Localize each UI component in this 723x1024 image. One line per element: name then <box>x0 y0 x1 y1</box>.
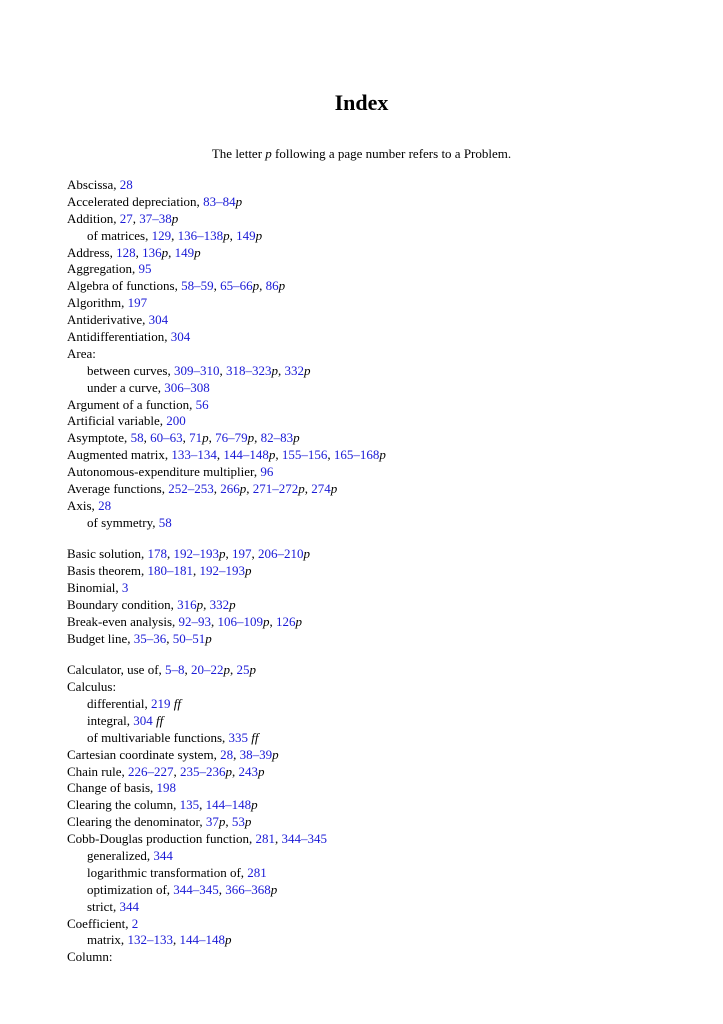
page-separator: , <box>254 430 261 446</box>
page-reference-link[interactable]: 96 <box>260 464 274 480</box>
page-reference-link[interactable]: 318–323 <box>226 362 272 378</box>
index-term: Accelerated depreciation, <box>67 193 204 209</box>
index-entry <box>67 413 707 430</box>
page-suffix: p <box>249 662 257 678</box>
page-suffix: p <box>194 244 201 260</box>
page-reference-link[interactable]: 92–93 <box>178 613 212 629</box>
index-entry <box>67 447 707 464</box>
page-reference-link[interactable]: 198 <box>156 780 177 796</box>
index-subentry <box>67 899 707 916</box>
index-entry <box>67 662 707 679</box>
index-term: Break-even analysis, <box>67 613 179 629</box>
page-suffix: p <box>229 596 236 612</box>
note-text-after: following a page number refers to a Problem. <box>271 146 512 161</box>
index-entry <box>67 329 707 346</box>
page-reference-link[interactable]: 86 <box>265 278 279 294</box>
index-term: Calculator, use of, <box>67 662 166 678</box>
page-suffix: p <box>205 630 212 646</box>
index-term: of matrices, <box>87 227 152 243</box>
page-reference-link[interactable]: 82–83 <box>260 430 294 446</box>
page-separator: , <box>216 447 224 463</box>
page-reference-link[interactable]: 149 <box>174 244 195 260</box>
index-term: Autonomous-expenditure multiplier, <box>67 464 261 480</box>
page-reference-link[interactable]: 316 <box>177 596 197 612</box>
page-separator: , <box>230 662 237 678</box>
index-entry <box>67 597 707 614</box>
page-reference-link[interactable]: 144–148 <box>205 797 252 813</box>
page-reference-link[interactable]: 219 <box>151 696 171 712</box>
index-term: Boundary condition, <box>67 596 178 612</box>
page-reference-link[interactable]: 200 <box>166 413 186 429</box>
page-reference-link[interactable]: 344–345 <box>173 881 219 897</box>
index-entry <box>67 430 707 447</box>
page-reference-link[interactable]: 344–345 <box>281 831 327 847</box>
page-suffix: p <box>196 596 204 612</box>
page-reference-link[interactable]: 53 <box>231 814 245 830</box>
page-reference-link[interactable]: 332 <box>209 596 230 612</box>
index-entry <box>67 631 707 648</box>
page-suffix: p <box>379 447 386 463</box>
page-reference-link[interactable]: 304 <box>133 712 153 728</box>
index-term: Antiderivative, <box>67 312 149 328</box>
page-reference-link[interactable]: 266 <box>220 481 240 497</box>
page-reference-link[interactable]: 192–193 <box>199 563 246 579</box>
index-subentry <box>67 848 707 865</box>
page-separator: , <box>173 763 181 779</box>
page-reference-link[interactable]: 95 <box>138 261 152 277</box>
page-suffix: p <box>251 797 258 813</box>
index-term: integral, <box>87 712 134 728</box>
index-term: under a curve, <box>87 379 165 395</box>
page-suffix: p <box>304 362 311 378</box>
page-reference-link[interactable]: 206–210 <box>258 546 304 562</box>
page-suffix: p <box>293 430 300 446</box>
index-term: Calculus: <box>67 679 117 695</box>
page-separator: , <box>182 430 190 446</box>
page-reference-link[interactable]: 129 <box>151 227 172 243</box>
page-separator: , <box>193 563 200 579</box>
page-reference-link[interactable]: 5–8 <box>165 662 185 678</box>
index-entry <box>67 797 707 814</box>
page-reference-link[interactable]: 344 <box>119 898 139 914</box>
page-suffix: p <box>263 613 270 629</box>
index-term: Asymptote, <box>67 430 131 446</box>
page-separator: , <box>327 447 334 463</box>
index-term: Artificial variable, <box>67 413 167 429</box>
page-reference-link[interactable]: 144–148 <box>223 447 269 463</box>
page-suffix: ff <box>248 729 259 745</box>
index-subentry <box>67 380 707 397</box>
page-reference-link[interactable]: 37–38 <box>139 210 172 226</box>
page-separator: , <box>172 932 180 948</box>
page-reference-link[interactable]: 178 <box>147 546 168 562</box>
index-entry <box>67 481 707 498</box>
index-note <box>0 145 723 163</box>
index-entry <box>67 194 707 211</box>
index-term: Cobb-Douglas production function, <box>67 831 256 847</box>
page-separator: , <box>304 481 312 497</box>
page-suffix: p <box>219 546 226 562</box>
index-term: Antidifferentiation, <box>67 329 171 345</box>
page-reference-link[interactable]: 197 <box>232 546 252 562</box>
index-term: optimization of, <box>87 881 174 897</box>
index-entry <box>67 278 707 295</box>
index-subentry <box>67 696 707 713</box>
page-reference-link[interactable]: 71 <box>189 430 203 446</box>
index-term: between curves, <box>87 362 174 378</box>
index-term: Abscissa, <box>67 177 120 192</box>
index-entry <box>67 261 707 278</box>
page-reference-link[interactable]: 197 <box>127 295 148 311</box>
page-suffix: p <box>295 613 303 629</box>
index-entry <box>67 563 707 580</box>
index-entry <box>67 346 707 363</box>
page-separator: , <box>278 362 285 378</box>
page-reference-link[interactable]: 149 <box>236 227 256 243</box>
index-term: Coefficient, <box>67 915 132 931</box>
page-separator: , <box>232 763 239 779</box>
index-term: matrix, <box>87 932 128 948</box>
page-separator: , <box>167 546 174 562</box>
page-separator: , <box>229 227 237 243</box>
page-separator: , <box>225 546 233 562</box>
page-reference-link[interactable]: 58–59 <box>181 278 214 294</box>
page-separator: , <box>211 613 218 629</box>
index-entry <box>67 546 707 563</box>
page-separator: , <box>143 430 151 446</box>
index-subentry <box>67 363 707 380</box>
page-separator: , <box>274 831 282 847</box>
index-term: Clearing the denominator, <box>67 814 206 830</box>
index-entry <box>67 211 707 228</box>
index-term: of symmetry, <box>87 514 159 530</box>
page-reference-link[interactable]: 3 <box>121 580 129 596</box>
page-reference-link[interactable]: 28 <box>119 177 133 192</box>
page-suffix: p <box>239 481 247 497</box>
page-reference-link[interactable]: 136 <box>142 244 162 260</box>
index-term: Address, <box>67 244 117 260</box>
page-separator: , <box>225 814 232 830</box>
page-suffix: ff <box>170 696 181 712</box>
page-separator: , <box>218 881 226 897</box>
index-entry <box>67 245 707 262</box>
page-reference-link[interactable]: 28 <box>98 497 112 513</box>
page-reference-link[interactable]: 65–66 <box>220 278 253 294</box>
index-entry <box>67 679 707 696</box>
index-term: strict, <box>87 898 120 914</box>
page-reference-link[interactable]: 27 <box>119 210 133 226</box>
page-suffix: p <box>225 763 233 779</box>
index-term: Column: <box>67 949 113 965</box>
page-reference-link[interactable]: 243 <box>238 763 259 779</box>
index-entry <box>67 764 707 781</box>
index-subentry <box>67 865 707 882</box>
page-reference-link[interactable]: 306–308 <box>164 379 210 395</box>
index-term: of multivariable functions, <box>87 729 229 745</box>
index-entry <box>67 397 707 414</box>
note-text-before: The letter <box>211 146 266 161</box>
page-suffix: ff <box>152 712 164 728</box>
page-reference-link[interactable]: 344 <box>153 848 173 864</box>
page-reference-link[interactable]: 271–272 <box>252 481 299 497</box>
page-reference-link[interactable]: 192–193 <box>173 546 220 562</box>
page-reference-link[interactable]: 136–138 <box>177 227 224 243</box>
page-reference-link[interactable]: 135 <box>179 797 200 813</box>
index-entry <box>67 580 707 597</box>
index-term: Addition, <box>67 210 120 226</box>
page-reference-link[interactable]: 155–156 <box>281 447 328 463</box>
page-suffix: p <box>303 546 311 562</box>
index-subentry <box>67 515 707 532</box>
page-reference-link[interactable]: 252–253 <box>168 481 214 497</box>
page-reference-link[interactable]: 165–168 <box>333 447 380 463</box>
page-reference-link[interactable]: 2 <box>131 915 139 931</box>
page-suffix: p <box>272 746 279 762</box>
page-reference-link[interactable]: 58 <box>130 430 144 446</box>
page-reference-link[interactable]: 226–227 <box>128 763 174 779</box>
page-suffix: p <box>247 430 255 446</box>
page-suffix: p <box>161 244 169 260</box>
index-entry <box>67 747 707 764</box>
page-suffix: p <box>330 481 338 497</box>
page-suffix: p <box>223 227 230 243</box>
page-reference-link[interactable]: 35–36 <box>133 630 167 646</box>
page-suffix: p <box>298 481 305 497</box>
page-reference-link[interactable]: 58 <box>158 514 172 530</box>
page-reference-link[interactable]: 133–134 <box>171 447 217 463</box>
page-reference-link[interactable]: 83–84 <box>203 193 236 209</box>
page-suffix: p <box>171 210 179 226</box>
index-subentry <box>67 932 707 949</box>
page-separator: , <box>219 362 226 378</box>
index-subentry <box>67 730 707 747</box>
page-reference-link[interactable]: 20–22 <box>191 662 224 678</box>
page-title: Index <box>334 90 389 115</box>
page-reference-link[interactable]: 281 <box>255 831 275 847</box>
index-term: Augmented matrix, <box>67 447 172 463</box>
index-term: Area: <box>67 345 96 361</box>
index-entry <box>67 295 707 312</box>
index-term: Cartesian coordinate system, <box>67 746 221 762</box>
page-reference-link[interactable]: 366–368 <box>225 881 271 897</box>
page-suffix: p <box>258 763 265 779</box>
page-reference-link[interactable]: 235–236 <box>180 763 226 779</box>
page-suffix: p <box>224 932 232 948</box>
index-term: Axis, <box>67 497 99 513</box>
page-suffix: p <box>235 193 243 209</box>
page-separator: , <box>208 430 216 446</box>
page-separator: , <box>203 596 210 612</box>
page-reference-link[interactable]: 304 <box>148 312 169 328</box>
index-entry <box>67 949 707 966</box>
page-separator: , <box>246 481 253 497</box>
index-term: Algebra of functions, <box>67 278 182 294</box>
page-reference-link[interactable]: 128 <box>116 244 136 260</box>
index-subentry <box>67 713 707 730</box>
index-entry <box>67 498 707 515</box>
page-suffix: p <box>218 814 226 830</box>
page-reference-link[interactable]: 126 <box>276 613 296 629</box>
page-suffix: p <box>271 362 278 378</box>
page-separator: , <box>184 662 192 678</box>
page-reference-link[interactable]: 76–79 <box>215 430 248 446</box>
page-suffix: p <box>268 447 276 463</box>
index-entry <box>67 814 707 831</box>
index-entry <box>67 312 707 329</box>
page-suffix: p <box>245 563 252 579</box>
index-term: generalized, <box>87 848 154 864</box>
index-entry <box>67 614 707 631</box>
index-term: Basis theorem, <box>67 563 148 579</box>
index-subentry <box>67 228 707 245</box>
page-separator: , <box>251 546 259 562</box>
page-suffix: p <box>278 278 286 294</box>
page-separator: , <box>213 278 221 294</box>
page-reference-link[interactable]: 274 <box>311 481 331 497</box>
page-reference-link[interactable]: 332 <box>284 362 304 378</box>
index-entry <box>67 464 707 481</box>
index-term: Basic solution, <box>67 546 148 562</box>
page-reference-link[interactable]: 56 <box>195 396 209 412</box>
page-separator: , <box>275 447 282 463</box>
index-subentry <box>67 882 707 899</box>
page-suffix: p <box>202 430 209 446</box>
index-entry <box>67 831 707 848</box>
index-entry <box>67 177 707 194</box>
page-separator: , <box>213 481 221 497</box>
index-term: Aggregation, <box>67 261 139 277</box>
index-term: Binomial, <box>67 580 122 596</box>
page-separator: , <box>171 227 178 243</box>
index-term: Argument of a function, <box>67 396 196 412</box>
page-reference-link[interactable]: 28 <box>220 746 234 762</box>
index-term: differential, <box>87 696 152 712</box>
page-suffix: p <box>255 227 263 243</box>
index-entries <box>67 177 707 966</box>
page-separator: , <box>233 746 240 762</box>
index-term: Chain rule, <box>67 763 129 779</box>
page-separator: , <box>269 613 277 629</box>
index-term: Clearing the column, <box>67 797 180 813</box>
page-reference-link[interactable]: 106–109 <box>217 613 264 629</box>
page-separator: , <box>132 210 140 226</box>
index-term: Budget line, <box>67 630 134 646</box>
page-reference-link[interactable]: 144–148 <box>179 932 225 948</box>
page-reference-link[interactable]: 180–181 <box>147 563 194 579</box>
page-reference-link[interactable]: 25 <box>236 662 250 678</box>
index-entry <box>67 780 707 797</box>
page-separator: , <box>168 244 175 260</box>
index-term: Change of basis, <box>67 780 157 796</box>
page-reference-link[interactable]: 281 <box>247 864 267 880</box>
page-reference-link[interactable]: 50–51 <box>172 630 206 646</box>
page-suffix: p <box>252 278 260 294</box>
page-reference-link[interactable]: 304 <box>170 329 191 345</box>
index-entry <box>67 916 707 933</box>
page-suffix: p <box>223 662 231 678</box>
page-reference-link[interactable]: 335 <box>228 729 249 745</box>
index-term: Algorithm, <box>67 295 128 311</box>
index-term: Average functions, <box>67 481 169 497</box>
page-suffix: p <box>244 814 252 830</box>
page-separator: , <box>166 630 173 646</box>
page-reference-link[interactable]: 38–39 <box>239 746 273 762</box>
page-reference-link[interactable]: 132–133 <box>127 932 173 948</box>
page-reference-link[interactable]: 37 <box>205 814 219 830</box>
page-separator: , <box>259 278 266 294</box>
note-letter: p <box>265 146 272 161</box>
page-separator: , <box>135 244 143 260</box>
page-suffix: p <box>270 881 278 897</box>
page-separator: , <box>199 797 206 813</box>
index-term: logarithmic transformation of, <box>87 864 248 880</box>
page-reference-link[interactable]: 60–63 <box>150 430 183 446</box>
page-reference-link[interactable]: 309–310 <box>174 362 220 378</box>
